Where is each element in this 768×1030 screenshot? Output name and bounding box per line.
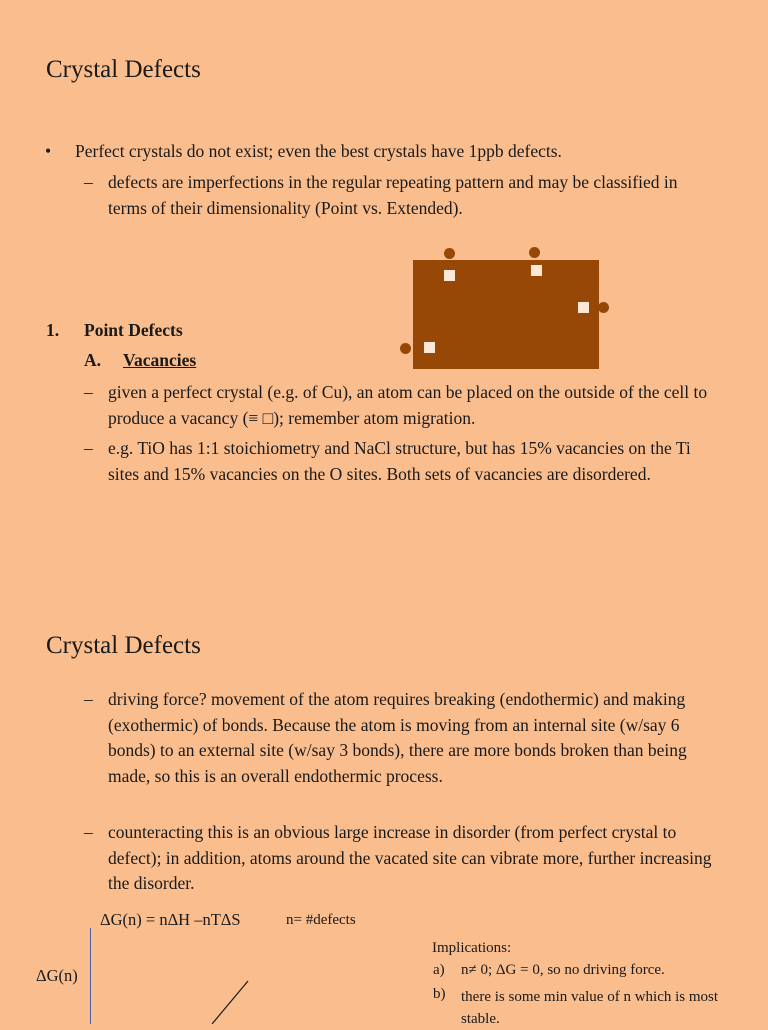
subsection-title: Vacancies: [123, 350, 197, 370]
graph-y-axis: [90, 928, 91, 1024]
vacancy-square: [444, 270, 455, 281]
vacancy-square: [578, 302, 589, 313]
slide1-sub2: given a perfect crystal (e.g. of Cu), an atom can be placed on the outside of the cell to produce a vacancy (≡ □); remember atom migration.: [108, 382, 708, 428]
displaced-atom: [529, 247, 540, 258]
displaced-atom: [598, 302, 609, 313]
vacancy-square: [531, 265, 542, 276]
slide1-sub3: e.g. TiO has 1:1 stoichiometry and NaCl structure, but has 15% vacancies on the Ti sites and 15% vacancies on the O sites. Both sets of vacancies are disordered.: [108, 438, 691, 484]
implication-marker: a): [433, 962, 445, 978]
implication-marker: b): [433, 986, 446, 1002]
dash-marker: –: [84, 172, 93, 192]
dash-marker: –: [84, 438, 93, 458]
graph-curve: [200, 975, 260, 1024]
dash-marker: –: [84, 822, 93, 842]
slide1-bullet1: Perfect crystals do not exist; even the best crystals have 1ppb defects.: [75, 141, 562, 161]
slide2-sub1: driving force? movement of the atom requires breaking (endothermic) and making (exothermic) of bonds. Because the atom is moving from an internal site (w/say 6 bonds) to an external site (w/say 3 bonds), there are more bonds broken than being made, so this is an overall endothermic process.: [108, 689, 687, 786]
slide1-title: Crystal Defects: [46, 56, 201, 83]
slide2-sub2: counteracting this is an obvious large increase in disorder (from perfect crystal to defect); in addition, atoms around the vacated site can vibrate more, further increasing the disorder.: [108, 822, 712, 893]
bullet-marker: •: [45, 141, 52, 161]
equation-note: n= #defects: [286, 912, 356, 928]
graph-axis-label: ΔG(n): [36, 966, 78, 985]
implication-item: there is some min value of n which is most stable.: [461, 989, 719, 1027]
displaced-atom: [400, 343, 411, 354]
dash-marker: –: [84, 689, 93, 709]
subsection-letter: A.: [84, 350, 102, 370]
crystal-diagram: [413, 260, 599, 369]
dash-marker: –: [84, 382, 93, 402]
displaced-atom: [444, 248, 455, 259]
implications-heading: Implications:: [432, 940, 512, 956]
slide1-sub1: defects are imperfections in the regular repeating pattern and may be classified in terms of their dimensionality (Point vs. Extended).: [108, 172, 678, 218]
vacancy-square: [424, 342, 435, 353]
equation: ΔG(n) = nΔH –nTΔS: [100, 910, 241, 929]
implication-item: n≠ 0; ΔG = 0, so no driving force.: [461, 962, 665, 978]
slide2-title: Crystal Defects: [46, 632, 201, 659]
section-number: 1.: [46, 320, 60, 340]
section-title: Point Defects: [84, 320, 183, 340]
